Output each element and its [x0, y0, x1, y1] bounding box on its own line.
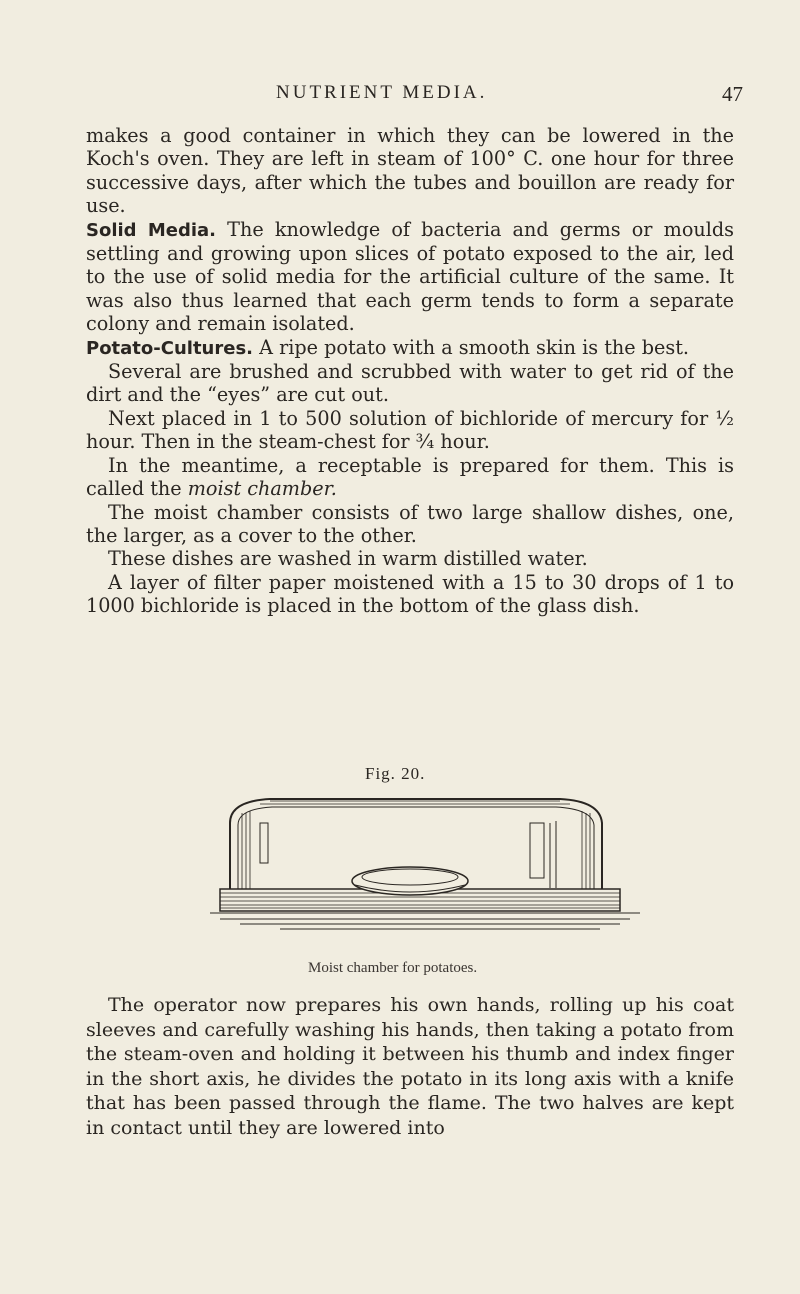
- figure-label: Fig. 20.: [365, 764, 426, 783]
- body-text-lower: [86, 993, 734, 1141]
- section-heading: Potato-Cultures.: [86, 337, 254, 359]
- moist-chamber-drawing: [200, 793, 640, 938]
- paragraph: makes a good container in which they can be lowered in the Koch's oven. They are left in steam of 100° C. one hour for three successive days, after which the tubes and bouillon are ready for use.: [86, 124, 734, 218]
- page-header: [0, 82, 800, 112]
- paragraph: The moist chamber consists of two large shallow dishes, one, the larger, as a cover to the other.: [86, 500, 734, 547]
- body-text-upper: [86, 124, 734, 618]
- paragraph: A layer of filter paper moistened with a 15 to 30 drops of 1 to 1000 bichloride is placed in the bottom of the glass dish.: [86, 570, 734, 618]
- emphasis-text: moist chamber.: [187, 477, 337, 501]
- paragraph: Several are brushed and scrubbed with water to get rid of the dirt and the “eyes” are cut out.: [86, 360, 734, 407]
- section-heading: Solid Media.: [86, 219, 217, 241]
- figure-caption: Moist chamber for potatoes.: [308, 960, 478, 976]
- moist-chamber-illustration: [200, 793, 640, 938]
- paragraph: These dishes are washed in warm distilled water.: [108, 547, 588, 571]
- paragraph-solid-media: [86, 218, 734, 336]
- running-head: NUTRIENT MEDIA.: [276, 82, 488, 103]
- paragraph: Next placed in 1 to 500 solution of bichloride of mercury for ½ hour. Then in the steam-chest for ¾ hour.: [86, 406, 734, 454]
- page-number: 47: [722, 82, 743, 106]
- paragraph-potato-cultures: [86, 336, 734, 360]
- paragraph-text: A ripe potato with a smooth skin is the best.: [259, 335, 690, 359]
- paragraph-text: The knowledge of bacteria and germs or moulds settling and growing upon slices of potato exposed to the air, led to the use of solid media for the artificial culture of the same. It was also thus learned that each germ tends to form a separate colony and remain isolated.: [86, 217, 734, 336]
- paragraph-text: In the meantime, a receptable is prepared for them. This is called the: [86, 453, 734, 501]
- paragraph-moist-chamber: [86, 454, 734, 501]
- paragraph: The operator now prepares his own hands, rolling up his coat sleeves and carefully washing his hands, then taking a potato from the steam-oven and holding it between his thumb and index finger in the short axis, he divides the potato in its long axis with a knife that has been passed through the flame. The two halves are kept in contact until they are lowered into: [86, 994, 734, 1139]
